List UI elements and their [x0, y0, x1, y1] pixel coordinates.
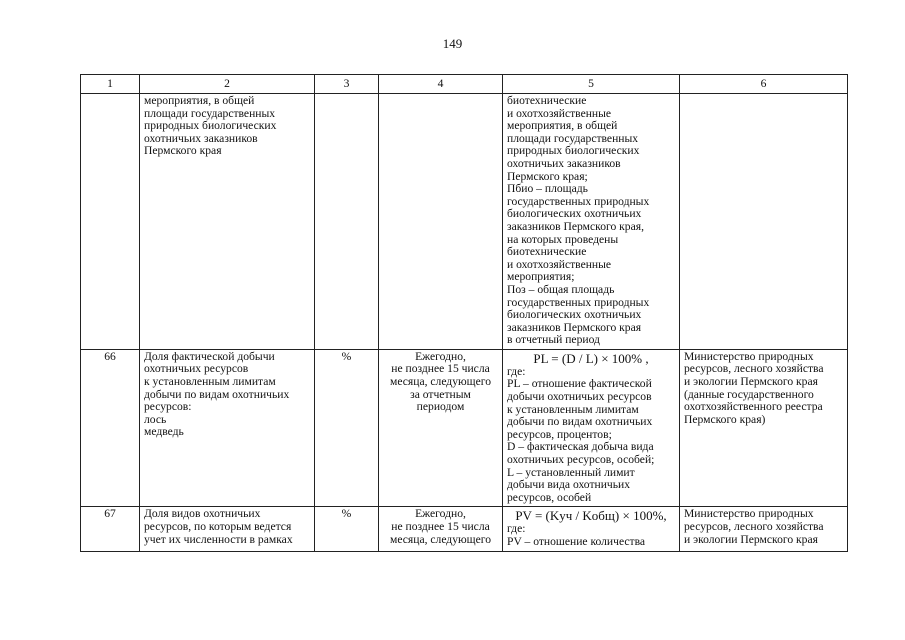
column-header-1: 1: [81, 75, 140, 94]
text-line: не позднее 15 числа: [391, 520, 490, 533]
text-line: Ежегодно,: [415, 507, 466, 521]
text-line: Доля фактической добычи: [144, 349, 275, 363]
text-line: Пермского края;: [507, 169, 588, 183]
cell-method: [503, 94, 680, 350]
text-line: за отчетным: [410, 387, 471, 401]
text-line: государственных природных: [507, 194, 650, 208]
column-header-4: 4: [379, 75, 503, 94]
cell-number: [81, 94, 140, 350]
text-line: Пбио – площадь: [507, 182, 588, 196]
text-line: охотхозяйственного реестра: [684, 400, 823, 414]
text-line: природных биологических: [507, 144, 640, 158]
cell-source: [680, 507, 848, 551]
cell-indicator: [140, 94, 315, 350]
cell-unit: %: [315, 507, 379, 551]
text-line: (данные государственного: [684, 387, 814, 401]
cell-source: [680, 349, 848, 507]
text-line: ресурсов, по которым ведется: [144, 520, 292, 533]
table-row-67: [81, 507, 848, 551]
column-header-2: 2: [140, 75, 315, 94]
text-line: добычи охотничьих ресурсов: [507, 390, 652, 404]
text-line: ресурсов, особей: [507, 490, 592, 504]
cell-indicator: [140, 507, 315, 551]
text-line: где:: [507, 522, 526, 536]
text-line: Доля видов охотничьих: [144, 507, 261, 521]
text-line: добычи по видам охотничьих: [144, 387, 290, 401]
cell-number: 67: [81, 507, 140, 551]
text-line: добычи вида охотничьих: [507, 478, 631, 492]
text-line: D – фактическая добыча вида: [507, 440, 654, 454]
cell-period: [379, 94, 503, 350]
column-header-3: 3: [315, 75, 379, 94]
text-line: ресурсов, лесного хозяйства: [684, 362, 824, 376]
column-header-6: 6: [680, 75, 848, 94]
cell-method: [503, 349, 680, 507]
text-line: и охотхозяйственные: [507, 106, 612, 120]
indicators-table: [80, 74, 848, 552]
text-line: биологических охотничьих: [507, 207, 642, 221]
text-line: и экологии Пермского края: [684, 375, 818, 389]
text-line: биотехнические: [507, 94, 587, 107]
table-row-66: [81, 349, 848, 507]
text-line: где:: [507, 364, 526, 378]
text-line: и экологии Пермского края: [684, 532, 818, 546]
cell-indicator: [140, 349, 315, 507]
text-line: охотничьих заказников: [507, 156, 621, 170]
text-line: мероприятия, в общей: [507, 119, 618, 133]
text-line: лось: [144, 412, 167, 426]
page-number: 149: [442, 36, 463, 51]
text-line: к установленным лимитам: [144, 375, 276, 389]
formula: PL = (D / L) × 100% ,: [533, 350, 649, 366]
text-line: природных биологических: [144, 119, 277, 133]
text-line: к установленным лимитам: [507, 402, 639, 416]
text-line: ресурсов, лесного хозяйства: [684, 520, 824, 533]
text-line: биологических охотничьих: [507, 308, 642, 322]
text-line: площади государственных: [507, 131, 639, 145]
text-line: медведь: [144, 425, 184, 439]
text-line: ресурсов, процентов;: [507, 427, 612, 441]
cell-source: [680, 94, 848, 350]
text-line: месяца, следующего: [389, 375, 491, 389]
text-line: не позднее 15 числа: [391, 362, 490, 376]
cell-period: [379, 349, 503, 507]
text-line: L – установленный лимит: [507, 465, 635, 479]
text-line: в отчетный период: [507, 333, 600, 347]
text-line: и охотхозяйственные: [507, 257, 612, 271]
table-header-row: [81, 75, 848, 94]
text-line: охотничьих заказников: [144, 131, 258, 145]
cell-unit: %: [315, 349, 379, 507]
text-line: площади государственных: [144, 106, 276, 120]
text-line: мероприятия, в общей: [144, 94, 255, 107]
text-line: охотничьих ресурсов, особей;: [507, 453, 655, 467]
formula: PV = (Kуч / Kобщ) × 100%,: [515, 508, 667, 524]
column-header-5: 5: [503, 75, 680, 94]
text-line: биотехнические: [507, 245, 587, 259]
table-row-continued: [81, 94, 848, 350]
text-line: ресурсов:: [144, 400, 192, 414]
cell-method: [503, 507, 680, 551]
text-line: PL – отношение фактической: [507, 377, 652, 391]
text-line: Пермского края): [684, 412, 766, 426]
text-line: учет их численности в рамках: [144, 532, 293, 546]
text-line: добычи по видам охотничьих: [507, 415, 653, 429]
text-line: PV – отношение количества: [507, 535, 646, 548]
text-line: Пермского края: [144, 144, 222, 158]
text-line: заказников Пермского края: [507, 320, 642, 334]
text-line: на которых проведены: [507, 232, 619, 246]
text-line: мероприятия;: [507, 270, 575, 284]
cell-number: 66: [81, 349, 140, 507]
text-line: Ежегодно,: [415, 349, 466, 363]
text-line: периодом: [416, 400, 465, 414]
text-line: охотничьих ресурсов: [144, 362, 249, 376]
cell-period: [379, 507, 503, 551]
text-line: Поз – общая площадь: [507, 282, 615, 296]
text-line: государственных природных: [507, 295, 650, 309]
text-line: заказников Пермского края,: [507, 219, 644, 233]
text-line: Министерство природных: [684, 349, 814, 363]
cell-unit: [315, 94, 379, 350]
text-line: Министерство природных: [684, 507, 814, 521]
text-line: месяца, следующего: [389, 532, 491, 546]
